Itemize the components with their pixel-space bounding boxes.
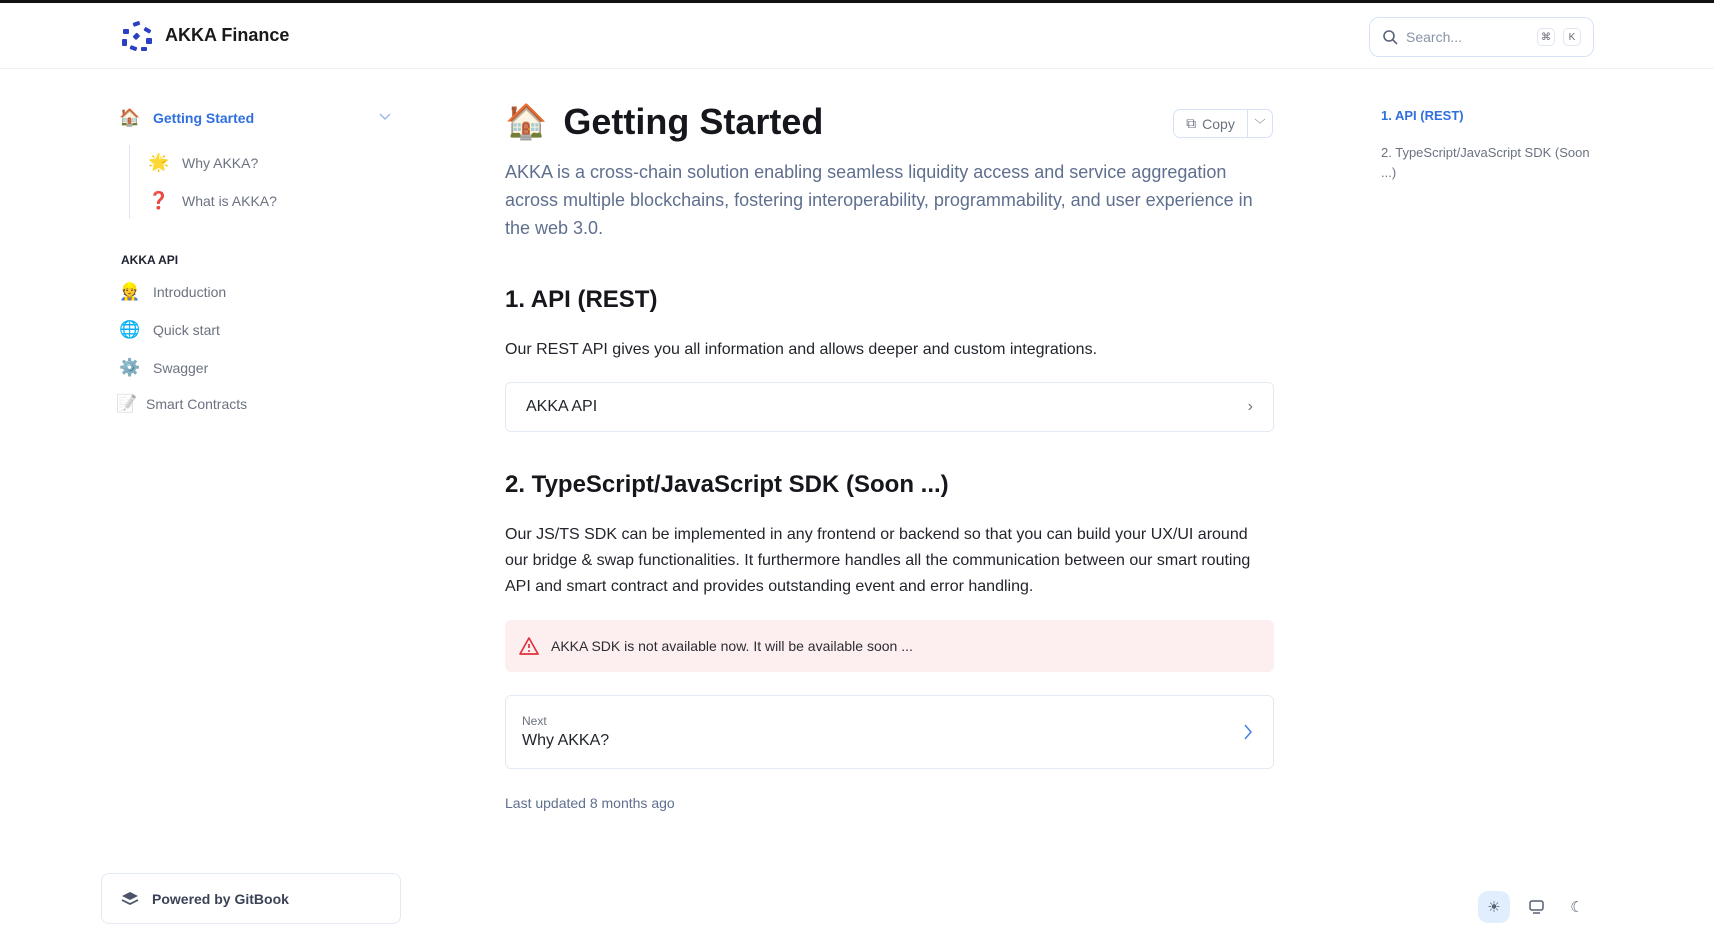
paragraph-sdk: Our JS/TS SDK can be implemented in any frontend or backend so that you can build your UX/UI around our bridge & swap functionalities. It furthermore handles all the communication between our smart routing API and smart contract and provides outstanding event and error handling. [505, 526, 1251, 595]
toc-item-sdk[interactable]: 2. TypeScript/JavaScript SDK (Soon ...) [1381, 145, 1590, 180]
shortcut-k-key: K [1563, 28, 1581, 46]
sidebar-item-label: Why AKKA? [182, 155, 259, 171]
sidebar-item-swagger[interactable] [119, 358, 208, 378]
akka-api-link-card[interactable] [505, 382, 1274, 432]
alert-text: AKKA SDK is not available now. It will be available soon ... [551, 638, 913, 654]
copy-icon: ⧉ [1186, 115, 1197, 131]
system-theme-monitor-icon[interactable] [1520, 891, 1552, 923]
powered-label: Powered by GitBook [152, 890, 289, 907]
next-page-info [522, 714, 609, 750]
warning-icon [519, 637, 539, 655]
search-placeholder: Search... [1406, 29, 1463, 45]
search-icon [1382, 29, 1398, 45]
copy-button-group [1173, 109, 1273, 138]
page-description: AKKA is a cross-chain solution enabling seamless liquidity access and service aggregation across multiple blockchains, fostering interoperability, programmability, and user experience in the web 3.0. [505, 162, 1253, 238]
sidebar-item-label: What is AKKA? [182, 193, 277, 209]
last-updated: Last updated 8 months ago [505, 795, 675, 811]
page-title-text: Getting Started [563, 101, 824, 142]
light-theme-sun-icon[interactable]: ☀ [1478, 891, 1510, 923]
sidebar-item-label: Getting Started [153, 110, 255, 126]
chevron-down-icon[interactable] [379, 113, 391, 121]
brand-name[interactable]: AKKA Finance [165, 25, 290, 45]
sidebar-item-what-is-akka[interactable] [148, 191, 277, 211]
copy-button[interactable] [1174, 110, 1248, 137]
sidebar-item-label: Smart Contracts [146, 396, 248, 412]
powered-by-gitbook-link[interactable] [101, 873, 401, 924]
house-icon: 🏠 [505, 103, 548, 141]
search-input[interactable] [1369, 17, 1594, 57]
sidebar-item-label: Swagger [153, 360, 209, 376]
sidebar-item-why-akka[interactable] [148, 153, 258, 173]
house-icon: 🏠 [119, 108, 141, 127]
copy-label: Copy [1202, 115, 1235, 132]
star-icon: 🌟 [148, 153, 170, 172]
chevron-right-icon [1243, 724, 1253, 740]
sidebar-item-label: Introduction [153, 284, 227, 300]
akka-logo-icon[interactable] [120, 20, 154, 54]
next-label: Next [522, 714, 547, 728]
copy-options-chevron-down-icon[interactable]: ﹀ [1254, 118, 1266, 131]
gitbook-icon [120, 890, 140, 908]
next-page-card[interactable] [505, 695, 1274, 769]
sidebar-item-introduction[interactable] [119, 282, 226, 302]
sidebar-item-smart-contracts[interactable] [116, 394, 247, 414]
warning-alert [505, 620, 1274, 672]
tree-line [129, 145, 130, 219]
sidebar-item-label: Quick start [153, 322, 220, 338]
chevron-right-icon: › [1247, 398, 1253, 415]
heading-sdk: 2. TypeScript/JavaScript SDK (Soon ...) [505, 471, 949, 498]
page-title [505, 101, 823, 143]
worker-icon: 👷 [119, 282, 141, 301]
memo-icon: 📝 [116, 394, 138, 413]
dark-theme-moon-icon[interactable]: ☾ [1570, 899, 1584, 916]
gear-icon: ⚙️ [119, 358, 141, 377]
card-title: AKKA API [526, 398, 598, 415]
heading-api-rest: 1. API (REST) [505, 286, 658, 313]
section-label-akka-api: AKKA API [121, 253, 179, 267]
toc-item-api-rest[interactable]: 1. API (REST) [1381, 108, 1464, 123]
question-icon: ❓ [148, 191, 170, 210]
sidebar-item-getting-started[interactable] [119, 108, 254, 128]
next-title: Why AKKA? [522, 732, 610, 749]
globe-icon: 🌐 [119, 320, 141, 339]
sidebar-item-quick-start[interactable] [119, 320, 220, 340]
shortcut-mod-key: ⌘ [1537, 28, 1555, 46]
paragraph-rest-api: Our REST API gives you all information and allows deeper and custom integrations. [505, 341, 1098, 358]
